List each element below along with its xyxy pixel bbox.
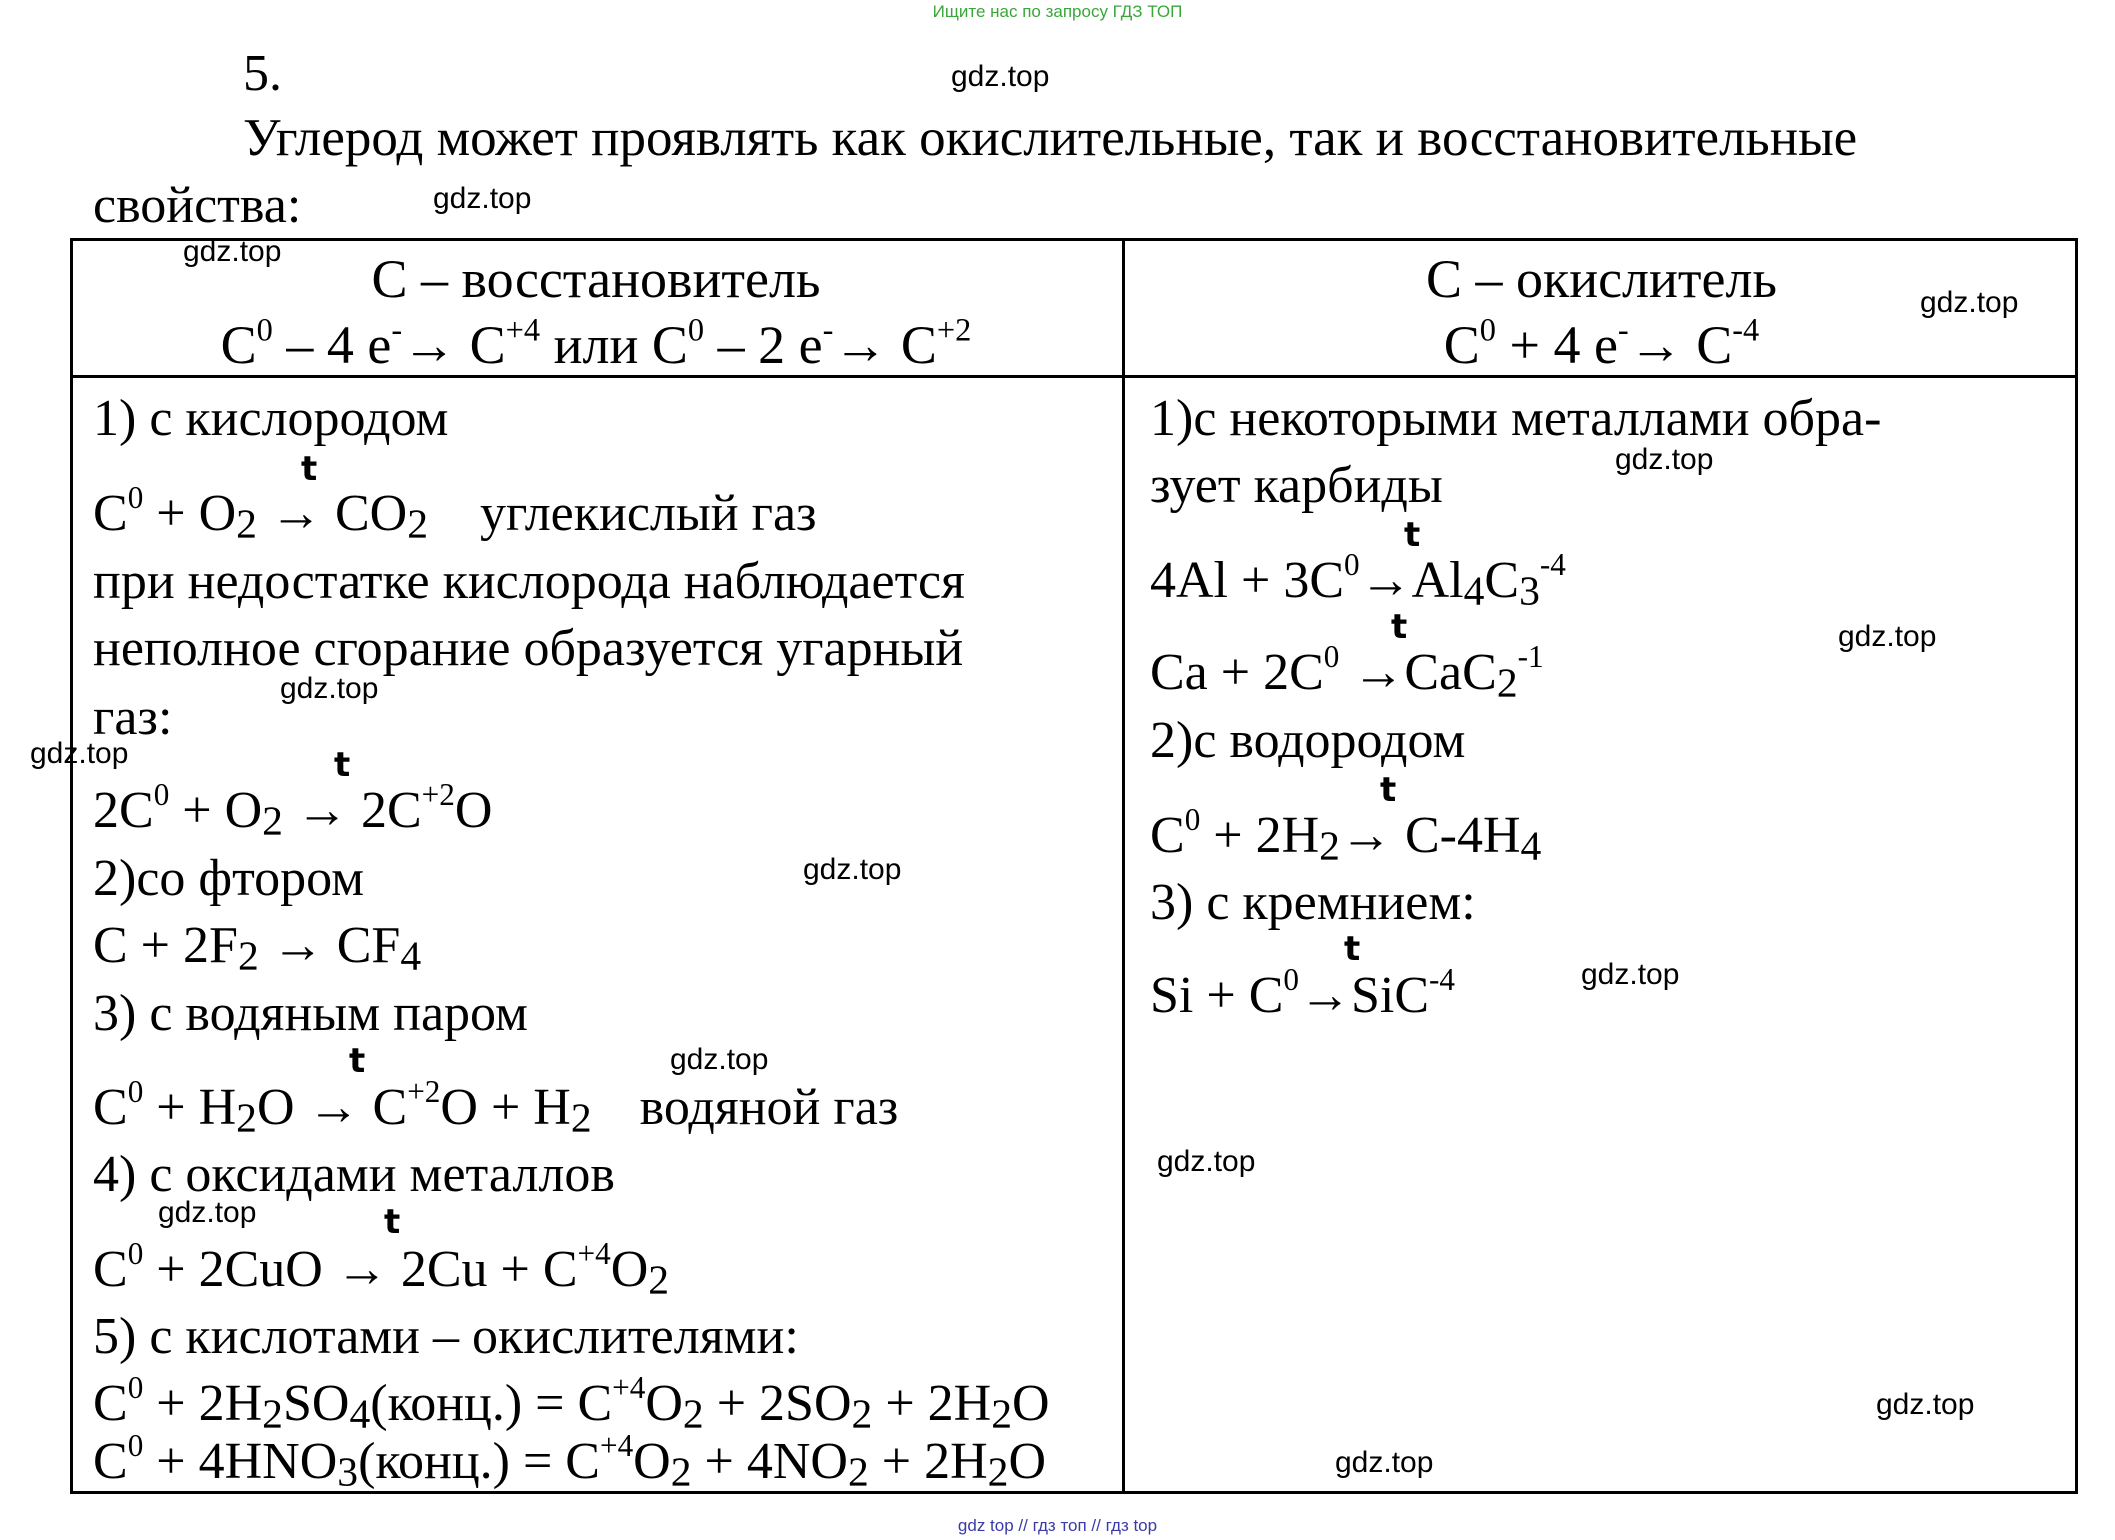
left-section-oxygen: 1) с кислородом [93,390,449,447]
intro-line-2: свойства: [93,177,302,234]
heat-mark: t [1391,607,1408,647]
heat-mark: t [301,449,318,489]
left-eq-fluorine: $C + 2F_2 \to CF_4$ [93,917,422,979]
watermark: gdz.top [951,60,1050,93]
column-divider [1122,238,1125,1494]
heat-mark: t [1344,929,1361,969]
watermark: gdz.top [1581,958,1680,991]
left-eq-cuo: $C^0 + 2CuO \to 2Cu + C^{+4}O_2$ [93,1236,670,1303]
watermark: gdz.top [803,853,902,886]
right-eq-sic: $Si + C^0\to SiC^{-4}$ [1150,962,1456,1024]
left-text-2: неполное сгорание образуется угарный [93,620,964,677]
left-text-3: газ: [93,689,173,746]
watermark: gdz.top [183,235,282,268]
intro-line-1: Углерод может проявлять как окислительные, так и восстановительные [243,109,1858,167]
left-eq-oxygen: $C^0 + O_2 \to CO_2$ углекислый газ [93,480,817,547]
left-header-title: C – восстановитель [371,249,821,309]
left-text-1: при недостатке кислорода наблюдается [93,553,965,610]
right-section-hydrogen: 2)с водородом [1150,712,1466,769]
right-section-metals-b: зует карбиды [1150,457,1443,514]
right-eq-ch4: $C^0 + 2H_2\to C-4H_4$ [1150,802,1542,869]
left-section-fluorine: 2)со фтором [93,850,365,907]
watermark: gdz.top [158,1196,257,1229]
left-section-metal-oxides: 4) с оксидами металлов [93,1146,615,1203]
footer-links[interactable]: gdz top // гдз топ // гдз top [957,1516,1158,1535]
watermark: gdz.top [280,672,379,705]
right-eq-al4c3: $4Al + 3C^0\to Al_4C_3^{-4}$ [1150,547,1566,614]
watermark: gdz.top [433,182,532,215]
left-eq-hno3: $C^0$ + $4HNO_3(конц.) = C^{+4}O_2 + 4NO_2 + 2H_2O$ [93,1428,1047,1495]
watermark: gdz.top [1157,1145,1256,1178]
header-divider [70,375,2078,378]
task-number: 5. [243,45,282,102]
left-eq-co: $2C^0 + O_2 \to 2C^{+2}O$ [93,777,493,844]
right-eq-cac2: $Ca + 2C^0 \to CaC_2^{-1}$ [1150,639,1544,706]
left-header-equation: $C^0 - 4$ $e^-\to C^{+4}$ или $C^0 - 2$ $e^-\to C^{+2}$ [220,312,972,375]
watermark: gdz.top [30,737,129,770]
left-eq-steam: $C^0 + H_2O \to C^{+2}O + H_2$ водяной газ [93,1074,899,1141]
watermark: gdz.top [670,1043,769,1076]
right-header-title: C – окислитель [1425,249,1778,309]
watermark: gdz.top [1615,443,1714,476]
watermark: gdz.top [1838,620,1937,653]
right-header-equation: $C^0 + 4$ $e^-\to C^{-4}$ [1443,312,1760,375]
right-section-silicon: 3) с кремнием: [1150,874,1476,931]
left-section-steam: 3) с водяным паром [93,985,528,1042]
heat-mark: t [1380,770,1397,810]
right-section-metals-a: 1)с некоторыми металлами обра- [1150,390,1882,447]
heat-mark: t [1404,515,1421,555]
search-banner[interactable]: Ищите нас по запросу ГДЗ ТОП [932,2,1183,21]
left-section-acids: 5) с кислотами – окислителями: [93,1308,799,1365]
left-eq-h2so4: $C^0$ + $2H_2SO_4(конц.) = C^{+4}O_2 + 2SO_2 + 2H_2O$ [93,1370,1050,1437]
heat-mark: t [334,745,351,785]
watermark: gdz.top [1876,1388,1975,1421]
heat-mark: t [349,1041,366,1081]
watermark: gdz.top [1335,1446,1434,1479]
watermark: gdz.top [1920,286,2019,319]
heat-mark: t [384,1202,401,1242]
